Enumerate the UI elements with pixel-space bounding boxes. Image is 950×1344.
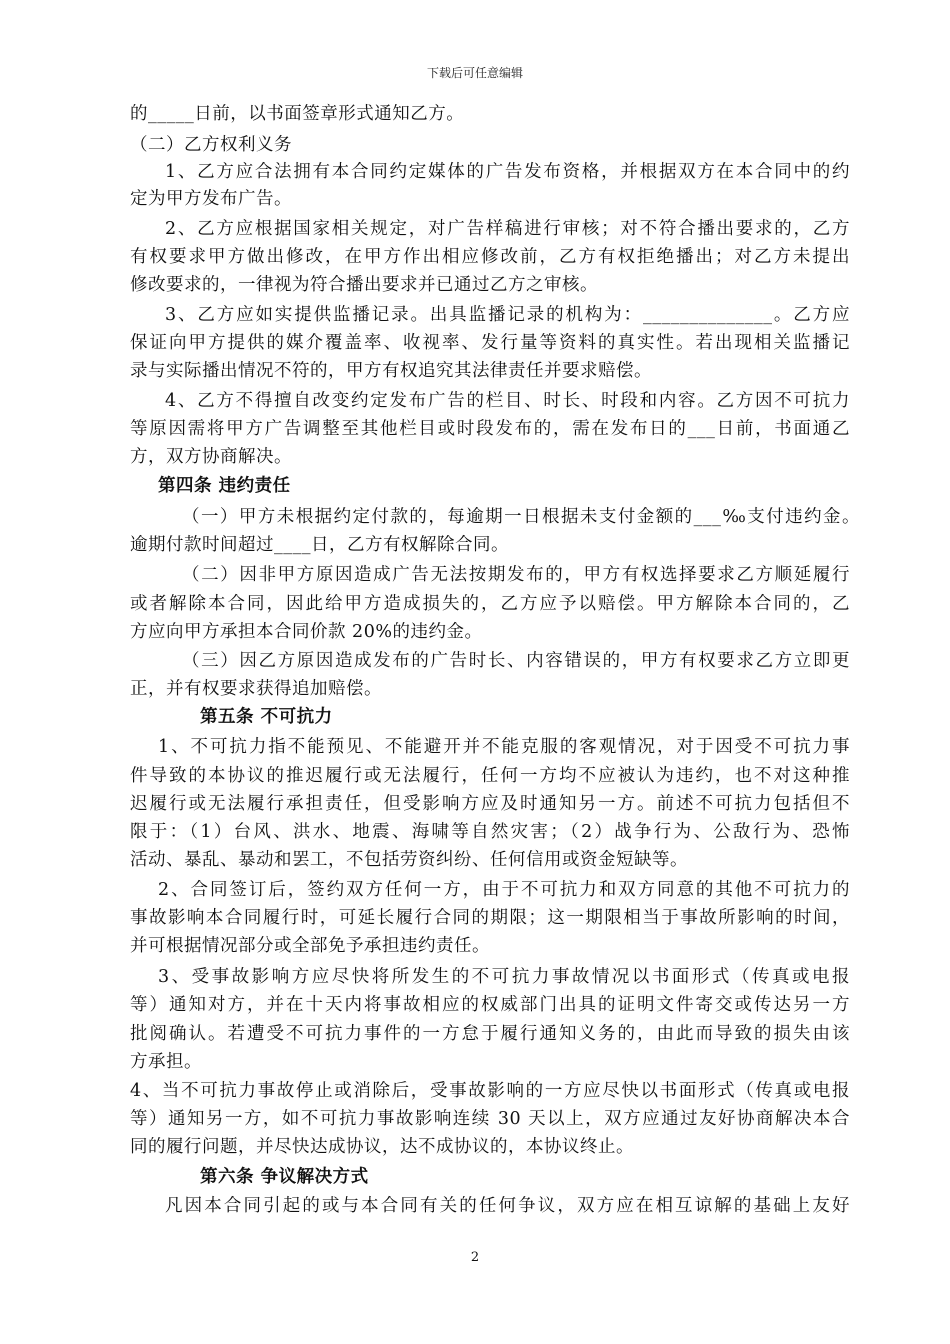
text-line: （二）因非甲方原因造成广告无法按期发布的，甲方有权选择要求乙方顺延履行 <box>182 565 850 585</box>
text-line: 2、乙方应根据国家相关规定，对广告样稿进行审核；对不符合播出要求的，乙方 <box>165 219 850 239</box>
section-heading: 第四条 违约责任 <box>158 476 291 496</box>
text-line: 定为甲方发布广告。 <box>130 189 292 209</box>
text-line: 2、合同签订后，签约双方任何一方，由于不可抗力和双方同意的其他不可抗力的 <box>158 880 850 900</box>
text-line: 等）通知另一方，如不可抗力事故影响连续 30 天以上，双方应通过友好协商解决本合 <box>130 1109 850 1129</box>
text-line: （三）因乙方原因造成发布的广告时长、内容错误的，甲方有权要求乙方立即更 <box>182 651 850 671</box>
text-line: 件导致的本协议的推迟履行或无法履行，任何一方均不应被认为违约，也不对这种推 <box>130 766 850 786</box>
text-line: 的_____日前，以书面签章形式通知乙方。 <box>130 104 465 124</box>
text-line: 方应向甲方承担本合同价款 20%的违约金。 <box>130 622 483 642</box>
text-line: 逾期付款时间超过____日，乙方有权解除合同。 <box>130 535 509 555</box>
text-line: 有权要求甲方做出修改，在甲方作出相应修改前，乙方有权拒绝播出；对乙方未提出 <box>130 247 850 267</box>
text-line: 3、乙方应如实提供监播记录。出具监播记录的机构为：______________。乙方应 <box>165 305 850 325</box>
section-heading: 第五条 不可抗力 <box>200 707 333 727</box>
text-line: 事故影响本合同履行时，可延长履行合同的期限；这一期限相当于事故所影响的时间， <box>130 908 850 928</box>
page-number: 2 <box>470 1250 480 1265</box>
text-line: 或者解除本合同，因此给甲方造成损失的，乙方应予以赔偿。甲方解除本合同的，乙 <box>130 594 850 614</box>
text-line: 4、乙方不得擅自改变约定发布广告的栏目、时长、时段和内容。乙方因不可抗力 <box>165 391 850 411</box>
text-line: 等原因需将甲方广告调整至其他栏目或时段发布的，需在发布日的___日前，书面通乙 <box>130 419 850 439</box>
text-line: 方承担。 <box>130 1052 202 1072</box>
text-line: 并可根据情况部分或全部免予承担违约责任。 <box>130 936 490 956</box>
text-line: 保证向甲方提供的媒介覆盖率、收视率、发行量等资料的真实性。若出现相关监播记 <box>130 333 850 353</box>
text-line: 录与实际播出情况不符的，甲方有权追究其法律责任并要求赔偿。 <box>130 361 652 381</box>
page-header: 下载后可任意编辑 <box>426 66 523 80</box>
text-line: 方，双方协商解决。 <box>130 447 292 467</box>
text-line: 1、不可抗力指不能预见、不能避开并不能克服的客观情况，对于因受不可抗力事 <box>158 737 850 757</box>
section-heading: 第六条 争议解决方式 <box>200 1167 369 1187</box>
text-line: 限于：（1）台风、洪水、地震、海啸等自然灾害；（2）战争行为、公敌行为、恐怖 <box>130 822 850 842</box>
text-line: 同的履行问题，并尽快达成协议，达不成协议的，本协议终止。 <box>130 1137 634 1157</box>
text-line: 3、受事故影响方应尽快将所发生的不可抗力事故情况以书面形式（传真或电报 <box>158 967 850 987</box>
text-line: 4、当不可抗力事故停止或消除后，受事故影响的一方应尽快以书面形式（传真或电报 <box>130 1081 850 1101</box>
text-line: 修改要求的，一律视为符合播出要求并已通过乙方之审核。 <box>130 275 598 295</box>
text-line: 等）通知对方，并在十天内将事故相应的权威部门出具的证明文件寄交或传达另一方 <box>130 995 850 1015</box>
text-line: （二）乙方权利义务 <box>130 135 292 155</box>
text-line: 1、乙方应合法拥有本合同约定媒体的广告发布资格，并根据双方在本合同中的约 <box>165 162 850 182</box>
text-line: 批阅确认。若遭受不可抗力事件的一方怠于履行通知义务的，由此而导致的损失由该 <box>130 1024 850 1044</box>
text-line: 正，并有权要求获得追加赔偿。 <box>130 679 382 699</box>
text-line: （一）甲方未根据约定付款的，每逾期一日根据未支付金额的___‰支付违约金。 <box>182 507 860 527</box>
text-line: 凡因本合同引起的或与本合同有关的任何争议，双方应在相互谅解的基础上友好 <box>165 1196 850 1216</box>
text-line: 迟履行或无法履行承担责任，但受影响方应及时通知另一方。前述不可抗力包括但不 <box>130 794 850 814</box>
text-line: 活动、暴乱、暴动和罢工，不包括劳资纠纷、任何信用或资金短缺等。 <box>130 850 688 870</box>
